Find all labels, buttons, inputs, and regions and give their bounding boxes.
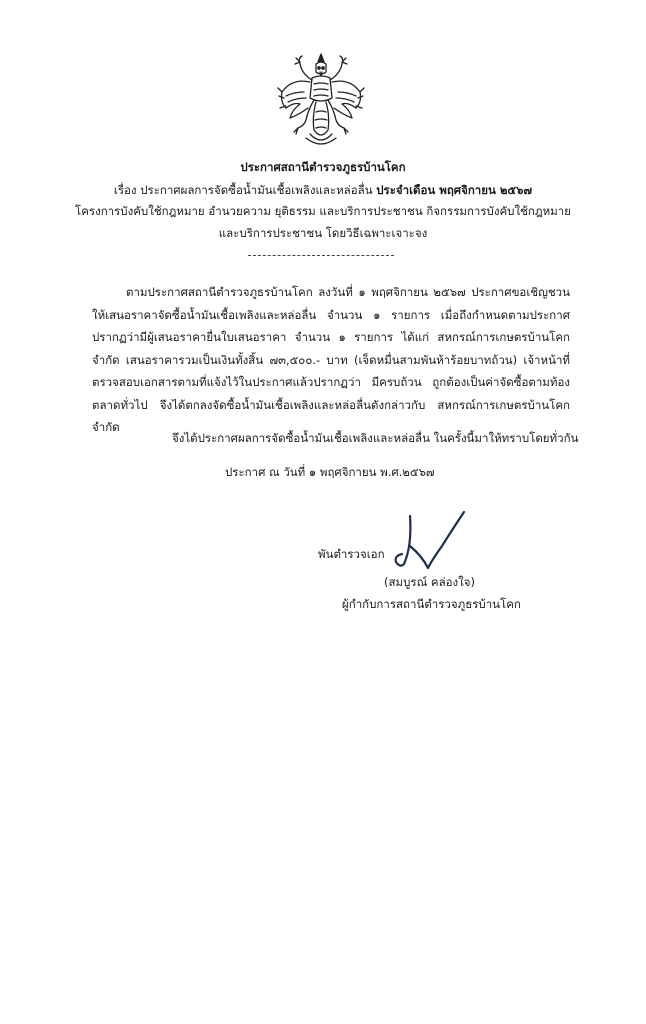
paragraph-main-text: ตามประกาศสถานีตำรวจภูธรบ้านโคก ลงวันที่ ๑ พฤศจิกายน ๒๕๖๗ ประกาศขอเชิญชวนให้เสนอราคาจัดซื้อน้ำมันเชื้อเพลิงและหล่อลื่น จำนวน ๑ รายการ เมื่อถึงกำหนดตามประกาศ ปรากฏว่ามีผู้เสนอราคายื่นใบเสนอราคา จำนวน ๑ รายการ ได้แก่ สหกรณ์การเกษตรบ้านโคก จำกัด เสนอราคารวมเป็นเงินทั้งสิ้น ๗๓,๕๐๐.- บาท (เจ็ดหมื่นสามพันห้าร้อยบาทถ้วน) เจ้าหน้าที่ตรวจสอบเอกสารตามที่แจ้งไว้ในประกาศแล้วปรากฏว่า มีครบถ้วน ถูกต้องเป็นค่าจัดซื้อตามท้องตลาดทั่วไป จึงได้ตกลงจัดซื้อน้ำมันเชื้อเพลิงและหล่อลื่นดังกล่าวกับ สหกรณ์การเกษตรบ้านโคก จำกัด bbox=[92, 285, 570, 434]
project-line-2: และบริการประชาชน โดยวิธีเฉพาะเจาะจง bbox=[218, 226, 428, 240]
subject-label: เรื่อง bbox=[113, 183, 137, 197]
project-line-1: โครงการบังคับใช้กฎหมาย อำนวยความ ยุติธรรม และบริการประชาชน กิจกรรมการบังคับใช้กฎหมาย bbox=[75, 204, 571, 218]
subject-text: ประกาศผลการจัดซื้อน้ำมันเชื้อเพลิงและหล่อลื่น bbox=[140, 183, 373, 197]
divider bbox=[248, 255, 394, 256]
garuda-emblem-icon bbox=[276, 52, 366, 148]
paragraph-main bbox=[92, 281, 570, 439]
announce-date: ประกาศ ณ วันที่ ๑ พฤศจิกายน พ.ศ.๒๕๖๗ bbox=[225, 465, 435, 479]
subject-period: ประจำเดือน พฤศจิกายน ๒๕๖๗ bbox=[376, 183, 533, 197]
signer-name: (สมบูรณ์ คล่องใจ) bbox=[384, 575, 475, 589]
subject-line bbox=[60, 181, 586, 200]
document-title: ประกาศสถานีตำรวจภูธรบ้านโคก bbox=[240, 160, 406, 174]
paragraph-closing: จึงได้ประกาศผลการจัดซื้อน้ำมันเชื้อเพลิงและหล่อลื่น ในครั้งนี้มาให้ทราบโดยทั่วกัน bbox=[172, 431, 579, 445]
signature-icon bbox=[388, 506, 472, 578]
header bbox=[60, 158, 586, 177]
signer-position: ผู้กำกับการสถานีตำรวจภูธรบ้านโคก bbox=[342, 597, 521, 611]
signer-rank: พันตำรวจเอก bbox=[318, 547, 385, 561]
